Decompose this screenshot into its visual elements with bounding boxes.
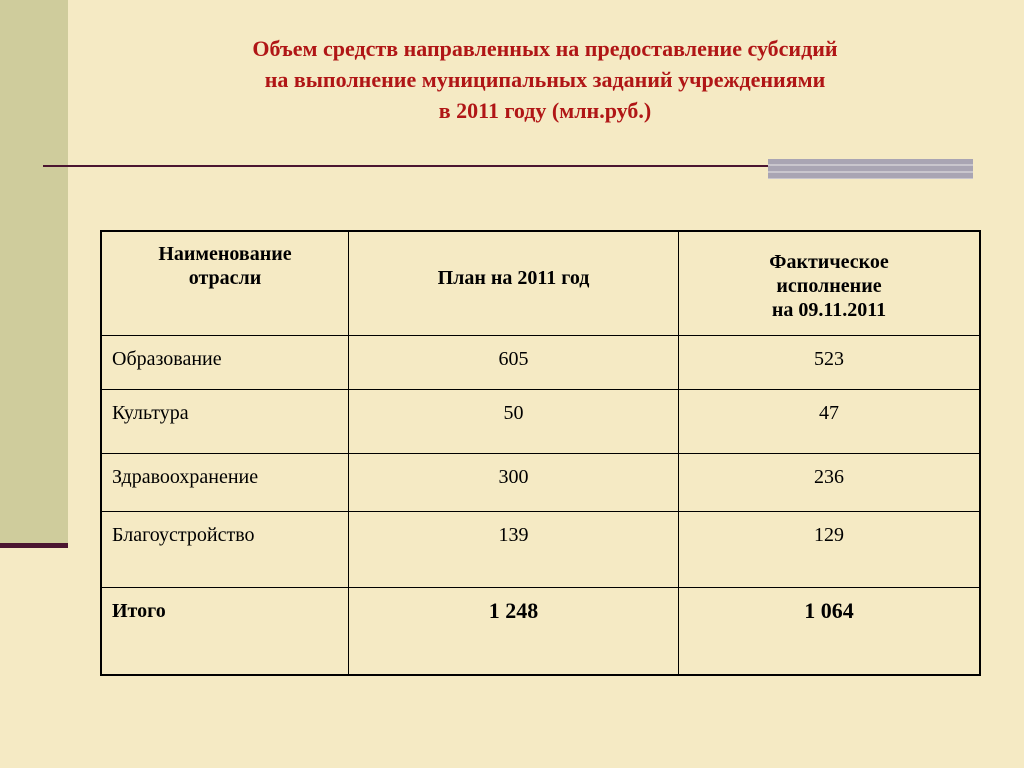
table-header-row (101, 231, 980, 336)
title-line-1: Объем средств направленных на предоставление субсидий (252, 36, 838, 61)
row-name: Здравоохранение (101, 454, 349, 512)
total-plan: 1 248 (349, 588, 679, 676)
row-name: Культура (101, 390, 349, 454)
slide-title (100, 33, 990, 126)
row-name: Благоустройство (101, 512, 349, 588)
row-fact: 47 (679, 390, 981, 454)
table-row (101, 336, 980, 390)
table-row (101, 390, 980, 454)
table-total-row (101, 588, 980, 676)
row-fact: 236 (679, 454, 981, 512)
row-plan: 139 (349, 512, 679, 588)
row-plan: 300 (349, 454, 679, 512)
row-plan: 50 (349, 390, 679, 454)
table-row (101, 454, 980, 512)
header-fact-line-2: исполнение (776, 275, 882, 297)
row-plan: 605 (349, 336, 679, 390)
header-plan (349, 231, 679, 336)
row-name: Образование (101, 336, 349, 390)
title-line-3: в 2011 году (млн.руб.) (438, 98, 652, 123)
header-industry-line-2: отрасли (188, 267, 262, 289)
left-decorative-band (0, 0, 68, 545)
header-fact-line-1: Фактическое (769, 251, 889, 273)
row-fact: 129 (679, 512, 981, 588)
total-name: Итого (101, 588, 349, 676)
title-line-2: на выполнение муниципальных заданий учреждениями (264, 67, 826, 92)
header-industry-name (101, 231, 349, 336)
left-decorative-rule (0, 543, 68, 548)
table-row (101, 512, 980, 588)
title-divider (43, 165, 773, 167)
header-fact-line-3: на 09.11.2011 (771, 299, 887, 321)
total-fact: 1 064 (679, 588, 981, 676)
header-industry-line-1: Наименование (158, 243, 292, 265)
decorative-gray-bar (768, 159, 973, 179)
subsidies-table (100, 230, 981, 676)
header-fact (679, 231, 981, 336)
header-plan-label: План на 2011 год (437, 267, 590, 289)
row-fact: 523 (679, 336, 981, 390)
